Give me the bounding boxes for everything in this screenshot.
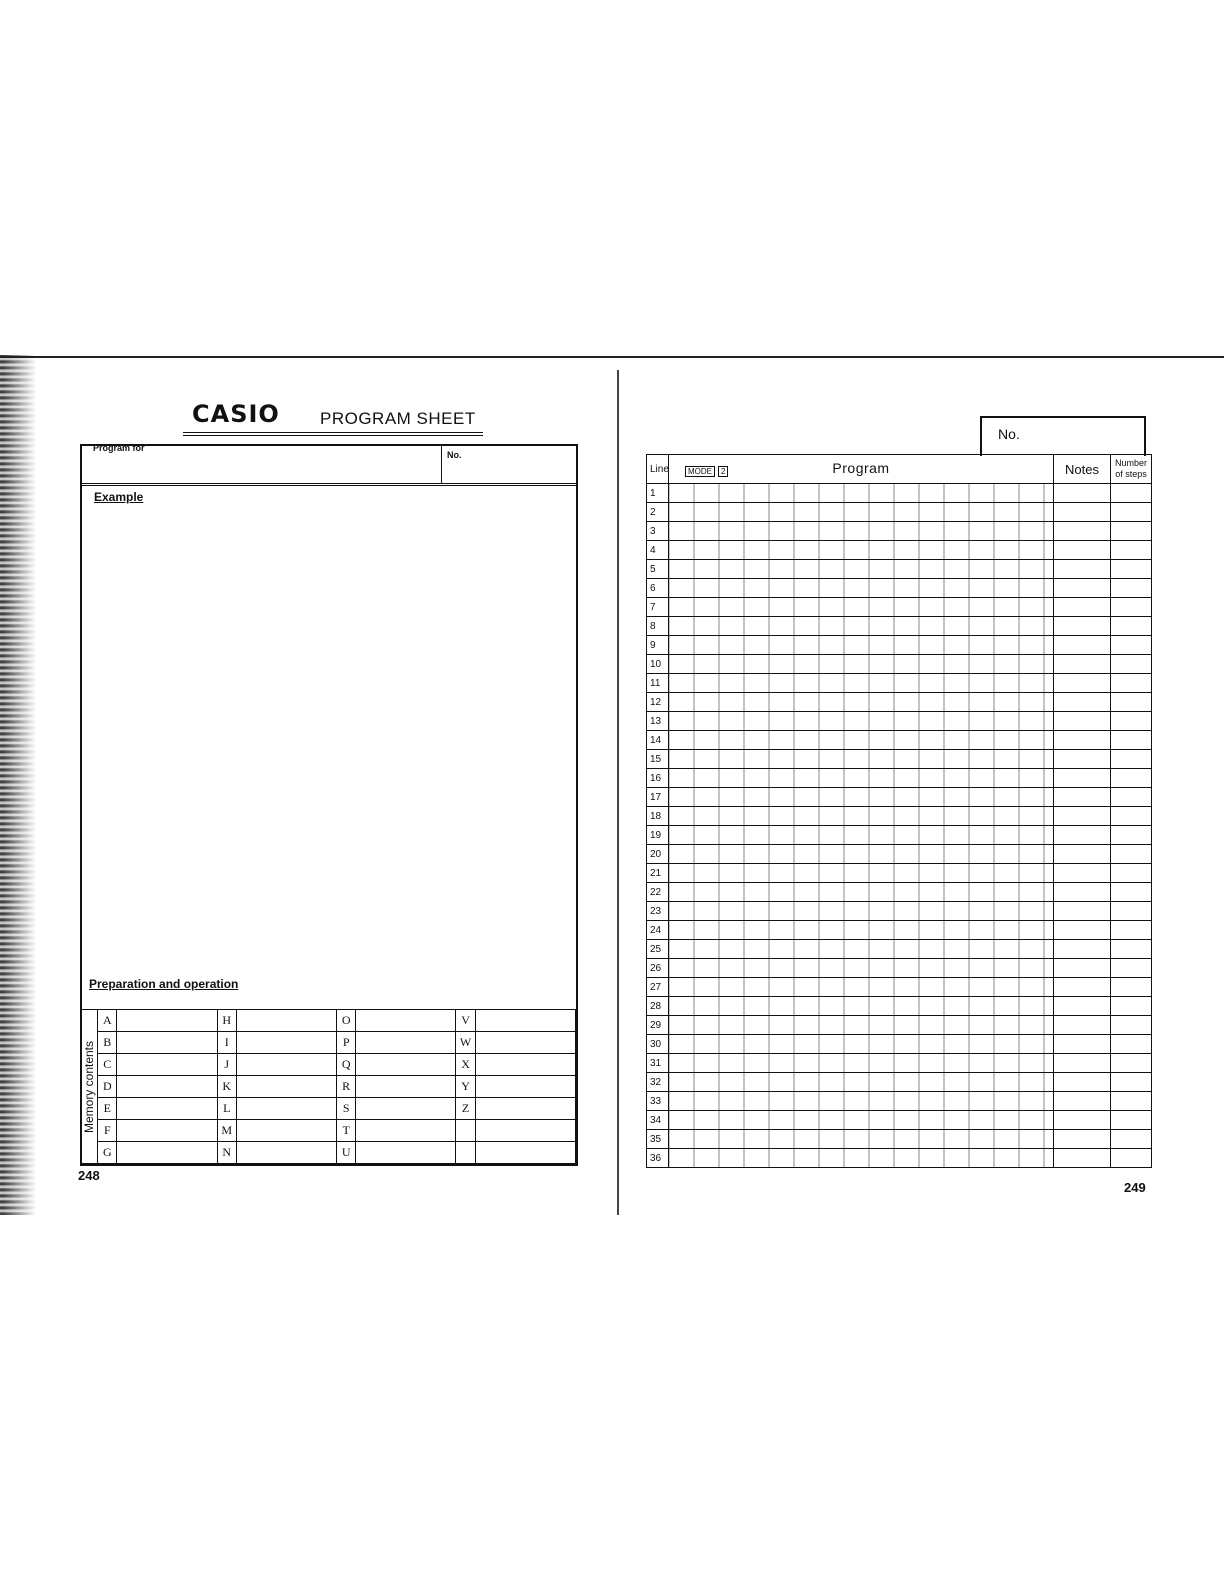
line-number: 31: [647, 1054, 669, 1073]
notes-cell[interactable]: [1054, 940, 1111, 959]
notes-cell[interactable]: [1054, 1130, 1111, 1149]
program-step-cell[interactable]: [669, 1130, 1054, 1149]
right-no-label: No.: [998, 426, 1020, 442]
memory-value-cell[interactable]: [356, 1076, 456, 1098]
memory-letter: W: [456, 1032, 475, 1054]
steps-header-line2: of steps: [1115, 469, 1147, 479]
notes-header: Notes: [1054, 455, 1111, 484]
program-row: [647, 1054, 1152, 1073]
right-no-box[interactable]: [980, 416, 1146, 456]
memory-value-cell[interactable]: [117, 1010, 217, 1032]
page-spine: [617, 370, 619, 1215]
program-row: [647, 940, 1152, 959]
program-step-cell[interactable]: [669, 769, 1054, 788]
memory-value-cell[interactable]: [236, 1120, 336, 1142]
notes-cell[interactable]: [1054, 1111, 1111, 1130]
program-row: [647, 1092, 1152, 1111]
program-row: [647, 807, 1152, 826]
memory-value-cell[interactable]: [356, 1098, 456, 1120]
memory-letter: Q: [337, 1054, 356, 1076]
program-row: [647, 997, 1152, 1016]
line-number: 36: [647, 1149, 669, 1168]
program-row: [647, 522, 1152, 541]
steps-count-cell[interactable]: [1111, 864, 1152, 883]
example-area[interactable]: [86, 506, 572, 966]
steps-count-cell[interactable]: [1111, 579, 1152, 598]
line-number: 28: [647, 997, 669, 1016]
program-step-cell[interactable]: [669, 845, 1054, 864]
notes-cell[interactable]: [1054, 712, 1111, 731]
scan-binding-edge: [0, 355, 36, 1215]
memory-row: [81, 1054, 576, 1076]
sheet-title: PROGRAM SHEET: [320, 409, 476, 428]
memory-letter: T: [337, 1120, 356, 1142]
steps-count-cell[interactable]: [1111, 693, 1152, 712]
memory-letter: A: [98, 1010, 117, 1032]
notes-cell[interactable]: [1054, 484, 1111, 503]
memory-contents-side: [81, 1010, 98, 1164]
program-header: Program: [832, 460, 890, 476]
memory-letter: Y: [456, 1076, 475, 1098]
notes-cell[interactable]: [1054, 997, 1111, 1016]
line-number: 1: [647, 484, 669, 503]
memory-value-cell[interactable]: [236, 1010, 336, 1032]
memory-letter: R: [337, 1076, 356, 1098]
mode-indicator: [669, 461, 728, 479]
line-number: 33: [647, 1092, 669, 1111]
memory-row: [81, 1098, 576, 1120]
program-step-cell[interactable]: [669, 978, 1054, 997]
memory-value-cell[interactable]: [236, 1076, 336, 1098]
right-page-number: 249: [1124, 1180, 1146, 1195]
left-no-label: No.: [447, 450, 462, 460]
memory-row: [81, 1076, 576, 1098]
program-step-cell[interactable]: [669, 1054, 1054, 1073]
memory-value-cell[interactable]: [356, 1142, 456, 1164]
program-row: [647, 655, 1152, 674]
program-step-cell[interactable]: [669, 1073, 1054, 1092]
line-number: 17: [647, 788, 669, 807]
program-table: [646, 454, 1152, 1168]
steps-count-cell[interactable]: [1111, 845, 1152, 864]
memory-value-cell[interactable]: [475, 1098, 575, 1120]
notes-cell[interactable]: [1054, 503, 1111, 522]
top-scan-rule: [0, 356, 1224, 358]
line-number: 2: [647, 503, 669, 522]
notes-cell[interactable]: [1054, 902, 1111, 921]
line-header: Line: [647, 455, 669, 484]
notes-cell[interactable]: [1054, 1149, 1111, 1168]
program-row: [647, 921, 1152, 940]
program-row: [647, 617, 1152, 636]
steps-header-line1: Number: [1114, 458, 1147, 468]
line-number: 9: [647, 636, 669, 655]
program-for-divider: [441, 444, 442, 484]
memory-value-cell[interactable]: [356, 1010, 456, 1032]
mode-value-key: 2: [718, 466, 728, 477]
program-row: [647, 712, 1152, 731]
program-step-cell[interactable]: [669, 788, 1054, 807]
program-step-cell[interactable]: [669, 503, 1054, 522]
steps-count-cell[interactable]: [1111, 1054, 1152, 1073]
steps-count-cell[interactable]: [1111, 750, 1152, 769]
notes-cell[interactable]: [1054, 598, 1111, 617]
line-number: 6: [647, 579, 669, 598]
line-number: 20: [647, 845, 669, 864]
line-number: 7: [647, 598, 669, 617]
program-step-cell[interactable]: [669, 598, 1054, 617]
memory-value-cell[interactable]: [356, 1054, 456, 1076]
program-row: [647, 541, 1152, 560]
program-step-cell[interactable]: [669, 750, 1054, 769]
mode-key-icon: MODE: [685, 466, 715, 477]
program-row: [647, 484, 1152, 503]
memory-value-cell[interactable]: [475, 1032, 575, 1054]
memory-letter: K: [217, 1076, 236, 1098]
notes-cell[interactable]: [1054, 1054, 1111, 1073]
line-number: 10: [647, 655, 669, 674]
steps-count-cell[interactable]: [1111, 826, 1152, 845]
program-step-cell[interactable]: [669, 712, 1054, 731]
steps-count-cell[interactable]: [1111, 712, 1152, 731]
memory-letter: [456, 1142, 475, 1164]
program-step-cell[interactable]: [669, 693, 1054, 712]
notes-cell[interactable]: [1054, 522, 1111, 541]
program-row: [647, 560, 1152, 579]
steps-count-cell[interactable]: [1111, 560, 1152, 579]
memory-value-cell[interactable]: [117, 1120, 217, 1142]
program-row: [647, 1073, 1152, 1092]
program-step-cell[interactable]: [669, 883, 1054, 902]
line-number: 5: [647, 560, 669, 579]
memory-value-cell[interactable]: [117, 1142, 217, 1164]
notes-cell[interactable]: [1054, 1073, 1111, 1092]
steps-count-cell[interactable]: [1111, 617, 1152, 636]
memory-value-cell[interactable]: [117, 1032, 217, 1054]
line-number: 18: [647, 807, 669, 826]
program-row: [647, 864, 1152, 883]
notes-cell[interactable]: [1054, 864, 1111, 883]
memory-letter: L: [217, 1098, 236, 1120]
program-for-label: Program for: [93, 443, 145, 453]
line-number: 27: [647, 978, 669, 997]
program-row: [647, 1035, 1152, 1054]
memory-letter: F: [98, 1120, 117, 1142]
program-for-row: [80, 444, 578, 486]
example-label: Example: [94, 490, 144, 504]
notes-cell[interactable]: [1054, 579, 1111, 598]
program-row: [647, 826, 1152, 845]
notes-cell[interactable]: [1054, 731, 1111, 750]
program-header-cell: [669, 455, 1054, 484]
steps-count-cell[interactable]: [1111, 1073, 1152, 1092]
notes-cell[interactable]: [1054, 769, 1111, 788]
program-row: [647, 503, 1152, 522]
steps-count-cell[interactable]: [1111, 484, 1152, 503]
program-row: [647, 598, 1152, 617]
casio-logo: CASIO: [192, 400, 280, 428]
notes-cell[interactable]: [1054, 959, 1111, 978]
memory-letter: Z: [456, 1098, 475, 1120]
steps-count-cell[interactable]: [1111, 1092, 1152, 1111]
line-number: 4: [647, 541, 669, 560]
memory-row: [81, 1032, 576, 1054]
memory-letter: G: [98, 1142, 117, 1164]
program-step-cell[interactable]: [669, 731, 1054, 750]
program-step-cell[interactable]: [669, 541, 1054, 560]
notes-cell[interactable]: [1054, 1016, 1111, 1035]
program-row: [647, 883, 1152, 902]
program-row: [647, 769, 1152, 788]
steps-header: [1111, 455, 1152, 484]
memory-value-cell[interactable]: [236, 1032, 336, 1054]
steps-count-cell[interactable]: [1111, 959, 1152, 978]
line-number: 23: [647, 902, 669, 921]
line-number: 22: [647, 883, 669, 902]
notes-cell[interactable]: [1054, 845, 1111, 864]
notes-cell[interactable]: [1054, 674, 1111, 693]
program-step-cell[interactable]: [669, 655, 1054, 674]
program-row: [647, 1016, 1152, 1035]
notes-cell[interactable]: [1054, 541, 1111, 560]
program-step-cell[interactable]: [669, 674, 1054, 693]
left-page-number: 248: [78, 1168, 100, 1183]
notes-cell[interactable]: [1054, 826, 1111, 845]
memory-contents-label: Memory contents: [82, 1040, 97, 1133]
memory-value-cell[interactable]: [356, 1032, 456, 1054]
program-row: [647, 1111, 1152, 1130]
program-table-body: [647, 484, 1152, 1168]
notes-cell[interactable]: [1054, 560, 1111, 579]
notes-cell[interactable]: [1054, 978, 1111, 997]
program-row: [647, 674, 1152, 693]
program-table-header: [647, 455, 1152, 484]
steps-count-cell[interactable]: [1111, 503, 1152, 522]
program-row: [647, 731, 1152, 750]
program-row: [647, 788, 1152, 807]
line-number: 8: [647, 617, 669, 636]
program-step-cell[interactable]: [669, 1092, 1054, 1111]
line-number: 13: [647, 712, 669, 731]
notes-cell[interactable]: [1054, 636, 1111, 655]
steps-count-cell[interactable]: [1111, 1111, 1152, 1130]
line-number: 14: [647, 731, 669, 750]
notes-cell[interactable]: [1054, 1035, 1111, 1054]
program-step-cell[interactable]: [669, 807, 1054, 826]
memory-letter: U: [337, 1142, 356, 1164]
notes-cell[interactable]: [1054, 655, 1111, 674]
program-step-cell[interactable]: [669, 997, 1054, 1016]
memory-row: [81, 1142, 576, 1164]
program-row: [647, 1149, 1152, 1168]
program-step-cell[interactable]: [669, 1016, 1054, 1035]
steps-count-cell[interactable]: [1111, 997, 1152, 1016]
steps-count-cell[interactable]: [1111, 655, 1152, 674]
steps-count-cell[interactable]: [1111, 1149, 1152, 1168]
memory-letter: B: [98, 1032, 117, 1054]
steps-count-cell[interactable]: [1111, 1035, 1152, 1054]
memory-letter: S: [337, 1098, 356, 1120]
program-row: [647, 750, 1152, 769]
memory-value-cell[interactable]: [236, 1098, 336, 1120]
line-number: 32: [647, 1073, 669, 1092]
memory-value-cell[interactable]: [236, 1054, 336, 1076]
program-step-cell[interactable]: [669, 636, 1054, 655]
steps-count-cell[interactable]: [1111, 807, 1152, 826]
notes-cell[interactable]: [1054, 1092, 1111, 1111]
memory-value-cell[interactable]: [117, 1054, 217, 1076]
memory-letter: P: [337, 1032, 356, 1054]
notes-cell[interactable]: [1054, 788, 1111, 807]
memory-row: [81, 1120, 576, 1142]
memory-value-cell[interactable]: [236, 1142, 336, 1164]
steps-count-cell[interactable]: [1111, 674, 1152, 693]
program-row: [647, 636, 1152, 655]
line-number: 19: [647, 826, 669, 845]
steps-count-cell[interactable]: [1111, 921, 1152, 940]
memory-value-cell[interactable]: [475, 1076, 575, 1098]
program-step-cell[interactable]: [669, 959, 1054, 978]
memory-value-cell[interactable]: [475, 1054, 575, 1076]
program-row: [647, 902, 1152, 921]
program-step-cell[interactable]: [669, 617, 1054, 636]
program-step-cell[interactable]: [669, 902, 1054, 921]
steps-count-cell[interactable]: [1111, 731, 1152, 750]
program-step-cell[interactable]: [669, 940, 1054, 959]
line-number: 16: [647, 769, 669, 788]
program-row: [647, 693, 1152, 712]
memory-value-cell[interactable]: [117, 1076, 217, 1098]
steps-count-cell[interactable]: [1111, 902, 1152, 921]
program-step-cell[interactable]: [669, 826, 1054, 845]
memory-value-cell[interactable]: [117, 1098, 217, 1120]
program-step-cell[interactable]: [669, 1111, 1054, 1130]
program-row: [647, 959, 1152, 978]
program-step-cell[interactable]: [669, 560, 1054, 579]
line-number: 30: [647, 1035, 669, 1054]
steps-count-cell[interactable]: [1111, 978, 1152, 997]
program-step-cell[interactable]: [669, 484, 1054, 503]
memory-letter: M: [217, 1120, 236, 1142]
title-underline: [183, 432, 483, 436]
memory-letter: I: [217, 1032, 236, 1054]
program-row: [647, 1130, 1152, 1149]
line-number: 25: [647, 940, 669, 959]
line-number: 24: [647, 921, 669, 940]
memory-letter: H: [217, 1010, 236, 1032]
program-step-cell[interactable]: [669, 522, 1054, 541]
preparation-label: Preparation and operation: [89, 977, 239, 991]
steps-count-cell[interactable]: [1111, 1130, 1152, 1149]
steps-count-cell[interactable]: [1111, 598, 1152, 617]
steps-count-cell[interactable]: [1111, 636, 1152, 655]
memory-value-cell[interactable]: [356, 1120, 456, 1142]
memory-letter: X: [456, 1054, 475, 1076]
memory-row: [81, 1010, 576, 1032]
line-number: 12: [647, 693, 669, 712]
memory-value-cell[interactable]: [475, 1120, 575, 1142]
line-number: 21: [647, 864, 669, 883]
steps-count-cell[interactable]: [1111, 940, 1152, 959]
notes-cell[interactable]: [1054, 883, 1111, 902]
program-row: [647, 845, 1152, 864]
program-row: [647, 579, 1152, 598]
steps-count-cell[interactable]: [1111, 788, 1152, 807]
memory-letter: [456, 1120, 475, 1142]
memory-letter: O: [337, 1010, 356, 1032]
memory-letter: C: [98, 1054, 117, 1076]
line-number: 29: [647, 1016, 669, 1035]
memory-value-cell[interactable]: [475, 1142, 575, 1164]
memory-letter: J: [217, 1054, 236, 1076]
steps-count-cell[interactable]: [1111, 522, 1152, 541]
program-step-cell[interactable]: [669, 864, 1054, 883]
program-step-cell[interactable]: [669, 579, 1054, 598]
line-number: 35: [647, 1130, 669, 1149]
line-number: 3: [647, 522, 669, 541]
notes-cell[interactable]: [1054, 750, 1111, 769]
steps-count-cell[interactable]: [1111, 769, 1152, 788]
notes-cell[interactable]: [1054, 693, 1111, 712]
line-number: 15: [647, 750, 669, 769]
memory-contents-table: [80, 1009, 576, 1164]
program-step-cell[interactable]: [669, 1035, 1054, 1054]
program-step-cell[interactable]: [669, 921, 1054, 940]
memory-letter: E: [98, 1098, 117, 1120]
program-row: [647, 978, 1152, 997]
memory-value-cell[interactable]: [475, 1010, 575, 1032]
steps-count-cell[interactable]: [1111, 883, 1152, 902]
memory-letter: N: [217, 1142, 236, 1164]
notes-cell[interactable]: [1054, 921, 1111, 940]
memory-letter: D: [98, 1076, 117, 1098]
steps-count-cell[interactable]: [1111, 1016, 1152, 1035]
program-step-cell[interactable]: [669, 1149, 1054, 1168]
steps-count-cell[interactable]: [1111, 541, 1152, 560]
notes-cell[interactable]: [1054, 617, 1111, 636]
memory-letter: V: [456, 1010, 475, 1032]
line-number: 11: [647, 674, 669, 693]
line-number: 34: [647, 1111, 669, 1130]
line-number: 26: [647, 959, 669, 978]
notes-cell[interactable]: [1054, 807, 1111, 826]
